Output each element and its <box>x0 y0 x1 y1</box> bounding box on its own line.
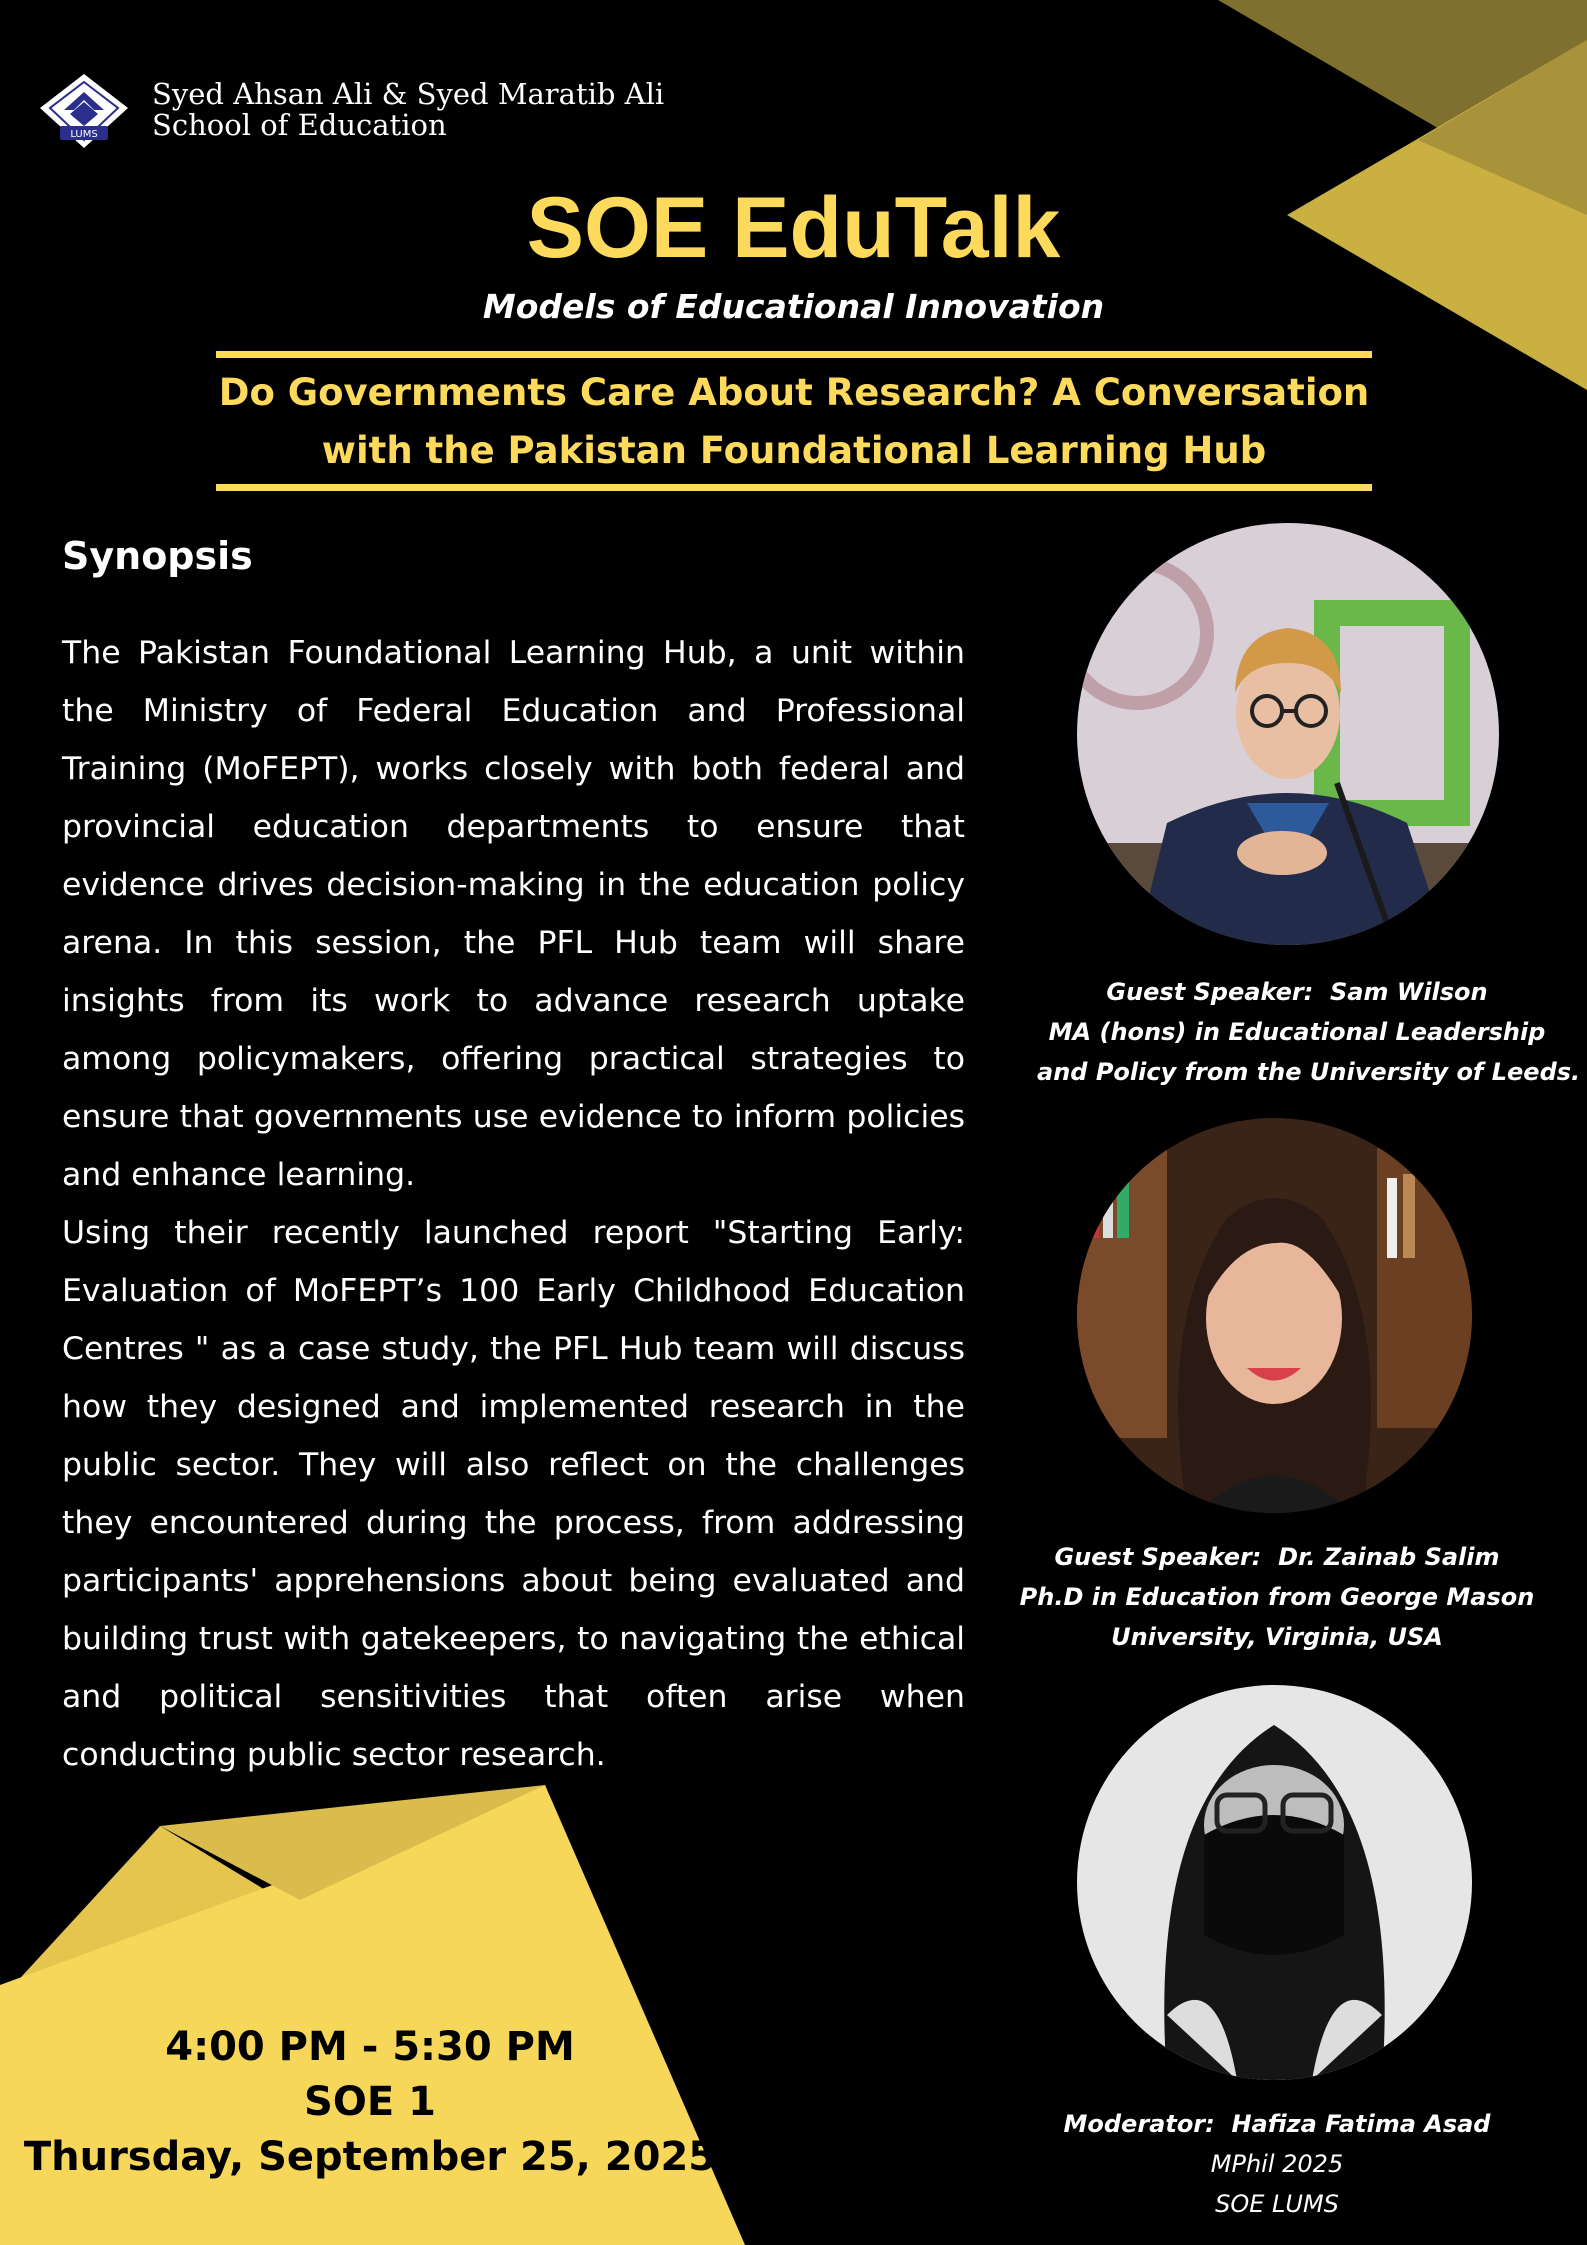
speaker-1-role: Guest Speaker: <box>1106 978 1314 1006</box>
title-divider-top <box>216 351 1372 358</box>
title-divider-bottom <box>216 484 1372 491</box>
moderator-caption <box>1017 2104 1537 2224</box>
speaker-2-line2: Ph.D in Education from George Mason <box>1019 1583 1535 1611</box>
event-details <box>0 2020 740 2185</box>
speaker-1-name: Sam Wilson <box>1330 978 1488 1006</box>
event-date: Thursday, September 25, 2025 <box>23 2134 717 2180</box>
speaker-portrait-1 <box>1077 523 1499 945</box>
event-time: 4:00 PM - 5:30 PM <box>165 2024 575 2070</box>
moderator-title-line <box>1017 2104 1537 2144</box>
school-logo-row <box>36 70 664 150</box>
speaker-photo-zainab-salim <box>1077 1118 1472 1513</box>
school-name-line1: Syed Ahsan Ali & Syed Maratib Ali <box>152 77 665 111</box>
speaker-photo-sam-wilson <box>1077 523 1499 945</box>
speaker-portrait-2 <box>1077 1118 1472 1513</box>
event-title: SOE EduTalk <box>526 180 1061 276</box>
speaker-2-name: Dr. Zainab Salim <box>1278 1543 1500 1571</box>
speaker-caption-1 <box>1037 972 1581 1092</box>
school-name-line2: School of Education <box>152 108 447 142</box>
moderator-name: Hafiza Fatima Asad <box>1231 2110 1491 2138</box>
school-name <box>152 79 664 141</box>
speaker-1-line2: MA (hons) in Educational Leadership <box>1048 1018 1546 1046</box>
moderator-photo-hafiza-fatima-asad <box>1077 1685 1472 2080</box>
talk-title: Do Governments Care About Research? A Conversation with the Pakistan Foundational Learning Hub <box>218 371 1370 472</box>
event-venue: SOE 1 <box>304 2079 436 2125</box>
synopsis-paragraph-1: The Pakistan Foundational Learning Hub, a unit within the Ministry of Federal Education and Professional Training (MoFEPT), works closely with both federal and provincial education departments to ensure that evidence drives decision-making in the education policy arena. In this session, the PFL Hub team will share insights from its work to advance research uptake among policymakers, offering practical strategies to ensure that governments use evidence to inform policies and enhance learning. <box>62 635 965 1193</box>
moderator-portrait <box>1077 1685 1472 2080</box>
logo-label: LUMS <box>70 129 98 140</box>
speaker-1-title-line <box>1037 972 1557 1012</box>
synopsis-text <box>62 624 965 1784</box>
synopsis-paragraph-2: Using their recently launched report "Starting Early: Evaluation of MoFEPT’s 100 Early Childhood Education Centres " as a case study, the PFL Hub team will discuss how they designed and implemented research in the public sector. They will also reflect on the challenges they encountered during the process, from addressing participants' apprehensions about being evaluated and building trust with gatekeepers, to navigating the ethical and political sensitivities that often arise when conducting public sector research. <box>62 1215 965 1773</box>
speaker-caption-2 <box>1017 1537 1537 1657</box>
speaker-2-line3: University, Virginia, USA <box>1111 1623 1443 1651</box>
moderator-line3: SOE LUMS <box>1215 2190 1339 2218</box>
moderator-line2: MPhil 2025 <box>1210 2150 1344 2178</box>
moderator-role: Moderator: <box>1063 2110 1215 2138</box>
speaker-1-line3: and Policy from the University of Leeds. <box>1037 1058 1581 1086</box>
event-series: Models of Educational Innovation <box>482 287 1105 326</box>
lums-emblem-icon <box>36 70 132 150</box>
speaker-2-title-line <box>1017 1537 1537 1577</box>
speaker-2-role: Guest Speaker: <box>1054 1543 1262 1571</box>
synopsis-heading: Synopsis <box>62 534 253 578</box>
